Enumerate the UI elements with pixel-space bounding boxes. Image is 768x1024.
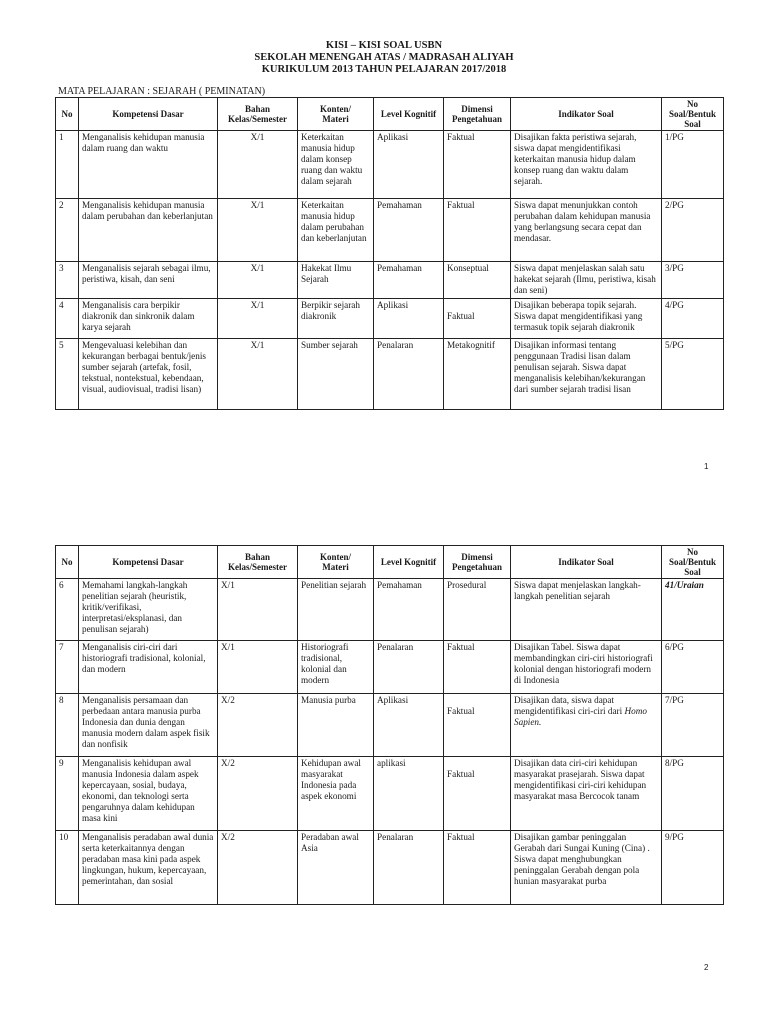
cell-indikator: Disajikan data ciri-ciri kehidupan masyarakat prasejarah. Siswa dapat mengidentifikasi ciri-ciri kehidupan masyarakat masa Bercocok tanam (511, 757, 662, 831)
cell-konten: Manusia purba (298, 694, 374, 757)
cell-kompetensi: Menganalisis peradaban awal dunia serta keterkaitannya dengan peradaban masa kini pada aspek lingkungan, hukum, kepercayaan, pemerintahan, dan sosial (79, 831, 218, 905)
cell-no: 9 (56, 757, 79, 831)
cell-dimensi: Prosedural (444, 579, 511, 641)
cell-kelas: X/1 (218, 579, 298, 641)
cell-no-soal: 41/Uraian (662, 579, 724, 641)
cell-no-soal: 2/PG (662, 199, 724, 262)
cell-level: Aplikasi (374, 694, 444, 757)
cell-kompetensi: Menganalisis kehidupan manusia dalam perubahan dan keberlanjutan (79, 199, 218, 262)
cell-level: Penalaran (374, 339, 444, 410)
cell-no-soal: 9/PG (662, 831, 724, 905)
cell-kompetensi: Menganalisis persamaan dan perbedaan antara manusia purba Indonesia dan dunia dengan manusia modern dalam aspek fisik dan nonfisik (79, 694, 218, 757)
document-header (0, 40, 768, 76)
cell-no: 6 (56, 579, 79, 641)
kisi-table-page-1 (55, 97, 724, 410)
cell-no-soal: 5/PG (662, 339, 724, 410)
col-header-level: Level Kognitif (374, 546, 444, 579)
cell-indikator: Disajikan Tabel. Siswa dapat membandingkan ciri-ciri historiografi kolonial dengan historiografi modern di Indonesia (511, 641, 662, 694)
cell-no: 4 (56, 299, 79, 339)
cell-level: aplikasi (374, 757, 444, 831)
cell-kompetensi: Menganalisis kehidupan manusia dalam ruang dan waktu (79, 131, 218, 199)
subject-label: MATA PELAJARAN : SEJARAH ( PEMINATAN) (58, 86, 266, 97)
cell-indikator: Siswa dapat menunjukkan contoh perubahan dalam kehidupan manusia yang berlangsung secara cepat dan mendasar. (511, 199, 662, 262)
cell-no: 3 (56, 262, 79, 299)
table-row (56, 694, 724, 757)
cell-no-soal: 4/PG (662, 299, 724, 339)
cell-kompetensi: Menganalisis cara berpikir diakronik dan sinkronik dalam karya sejarah (79, 299, 218, 339)
col-header-no-soal: No Soal/Bentuk Soal (662, 546, 724, 579)
cell-no: 2 (56, 199, 79, 262)
cell-no: 1 (56, 131, 79, 199)
table-row (56, 641, 724, 694)
cell-kelas: X/2 (218, 757, 298, 831)
cell-no-soal: 8/PG (662, 757, 724, 831)
cell-indikator: Siswa dapat menjelaskan langkah-langkah penelitian sejarah (511, 579, 662, 641)
cell-kelas: X/1 (218, 299, 298, 339)
cell-no-soal: 6/PG (662, 641, 724, 694)
cell-dimensi: Faktual (444, 199, 511, 262)
cell-indikator: Disajikan beberapa topik sejarah. Siswa dapat mengidentifikasi yang termasuk topik sejarah diakronik (511, 299, 662, 339)
col-header-bahan: Bahan Kelas/Semester (218, 546, 298, 579)
col-header-kompetensi: Kompetensi Dasar (79, 98, 218, 131)
cell-konten: Keterkaitan manusia hidup dalam perubahan dan keberlanjutan (298, 199, 374, 262)
cell-konten: Berpikir sejarah diakronik (298, 299, 374, 339)
col-header-no-soal: No Soal/Bentuk Soal (662, 98, 724, 131)
table-row (56, 262, 724, 299)
col-header-dimensi: Dimensi Pengetahuan (444, 546, 511, 579)
cell-dimensi: Faktual (444, 131, 511, 199)
cell-no: 8 (56, 694, 79, 757)
col-header-konten: Konten/ Materi (298, 98, 374, 131)
col-header-bahan: Bahan Kelas/Semester (218, 98, 298, 131)
cell-level: Pemahaman (374, 262, 444, 299)
cell-konten: Hakekat Ilmu Sejarah (298, 262, 374, 299)
col-header-level: Level Kognitif (374, 98, 444, 131)
cell-konten: Keterkaitan manusia hidup dalam konsep ruang dan waktu dalam sejarah (298, 131, 374, 199)
table-row (56, 299, 724, 339)
cell-kelas: X/1 (218, 339, 298, 410)
page-number: 2 (704, 963, 709, 972)
col-header-indikator: Indikator Soal (511, 98, 662, 131)
cell-kelas: X/2 (218, 831, 298, 905)
cell-indikator: Disajikan data, siswa dapat mengidentifikasi ciri-ciri dari Homo Sapien. (511, 694, 662, 757)
cell-kelas: X/1 (218, 199, 298, 262)
cell-kelas: X/1 (218, 641, 298, 694)
cell-level: Penalaran (374, 641, 444, 694)
cell-konten: Kehidupan awal masyarakat Indonesia pada aspek ekonomi (298, 757, 374, 831)
cell-dimensi: Faktual (444, 641, 511, 694)
cell-dimensi: Faktual (444, 299, 511, 339)
table-row (56, 131, 724, 199)
cell-dimensi: Faktual (444, 694, 511, 757)
cell-kompetensi: Mengevaluasi kelebihan dan kekurangan berbagai bentuk/jenis sumber sejarah (artefak, fosil, tekstual, nontekstual, kebendaan, visual, audiovisual, tradisi lisan) (79, 339, 218, 410)
col-header-kompetensi: Kompetensi Dasar (79, 546, 218, 579)
cell-dimensi: Faktual (444, 831, 511, 905)
cell-kelas: X/1 (218, 262, 298, 299)
cell-dimensi: Metakognitif (444, 339, 511, 410)
col-header-no: No (56, 546, 79, 579)
cell-no: 7 (56, 641, 79, 694)
cell-no-soal: 1/PG (662, 131, 724, 199)
cell-kompetensi: Memahami langkah-langkah penelitian sejarah (heuristik, kritik/verifikasi, interpretasi/eksplanasi, dan penulisan sejarah) (79, 579, 218, 641)
cell-konten: Sumber sejarah (298, 339, 374, 410)
cell-konten: Peradaban awal Asia (298, 831, 374, 905)
cell-konten: Historiografi tradisional, kolonial dan modern (298, 641, 374, 694)
cell-level: Penalaran (374, 831, 444, 905)
cell-kompetensi: Menganalisis kehidupan awal manusia Indonesia dalam aspek kepercayaan, sosial, budaya, ekonomi, dan teknologi serta pengaruhnya dalam kehidupan masa kini (79, 757, 218, 831)
kisi-table-page-2 (55, 545, 724, 905)
col-header-indikator: Indikator Soal (511, 546, 662, 579)
cell-kelas: X/1 (218, 131, 298, 199)
header-line-2: SEKOLAH MENENGAH ATAS / MADRASAH ALIYAH (254, 52, 514, 63)
homo-sapien-text: Homo Sapien. (514, 706, 647, 727)
cell-dimensi: Konseptual (444, 262, 511, 299)
table-row (56, 579, 724, 641)
cell-indikator: Disajikan informasi tentang penggunaan Tradisi lisan dalam penulisan sejarah. Siswa dapat menganalisis kelebihan/kekurangan dari sumber sejarah tradisi lisan (511, 339, 662, 410)
cell-no: 10 (56, 831, 79, 905)
page-number: 1 (704, 462, 709, 471)
cell-indikator: Disajikan gambar peninggalan Gerabah dari Sungai Kuning (Cina) . Siswa dapat menghubungkan peninggalan Gerabah dengan pola hunian masyarakat purba (511, 831, 662, 905)
table-row (56, 831, 724, 905)
table-row (56, 199, 724, 262)
cell-kelas: X/2 (218, 694, 298, 757)
table-header-row (56, 98, 724, 131)
cell-dimensi: Faktual (444, 757, 511, 831)
col-header-konten: Konten/ Materi (298, 546, 374, 579)
table-row (56, 757, 724, 831)
cell-no: 5 (56, 339, 79, 410)
cell-indikator: Disajikan fakta peristiwa sejarah, siswa dapat mengidentifikasi keterkaitan manusia hidup dalam konsep ruang dan waktu dalam sejarah. (511, 131, 662, 199)
cell-level: Aplikasi (374, 299, 444, 339)
table-row (56, 339, 724, 410)
cell-kompetensi: Menganalisis ciri-ciri dari historiografi tradisional, kolonial, dan modern (79, 641, 218, 694)
cell-level: Pemahaman (374, 579, 444, 641)
cell-indikator: Siswa dapat menjelaskan salah satu hakekat sejarah (Ilmu, peristiwa, kisah dan seni) (511, 262, 662, 299)
cell-level: Pemahaman (374, 199, 444, 262)
cell-no-soal: 7/PG (662, 694, 724, 757)
cell-konten: Penelitian sejarah (298, 579, 374, 641)
cell-kompetensi: Menganalisis sejarah sebagai ilmu, peristiwa, kisah, dan seni (79, 262, 218, 299)
header-line-1: KISI – KISI SOAL USBN (325, 40, 443, 51)
cell-level: Aplikasi (374, 131, 444, 199)
col-header-dimensi: Dimensi Pengetahuan (444, 98, 511, 131)
cell-no-soal: 3/PG (662, 262, 724, 299)
col-header-no: No (56, 98, 79, 131)
header-line-3: KURIKULUM 2013 TAHUN PELAJARAN 2017/2018 (261, 64, 507, 75)
table-header-row (56, 546, 724, 579)
